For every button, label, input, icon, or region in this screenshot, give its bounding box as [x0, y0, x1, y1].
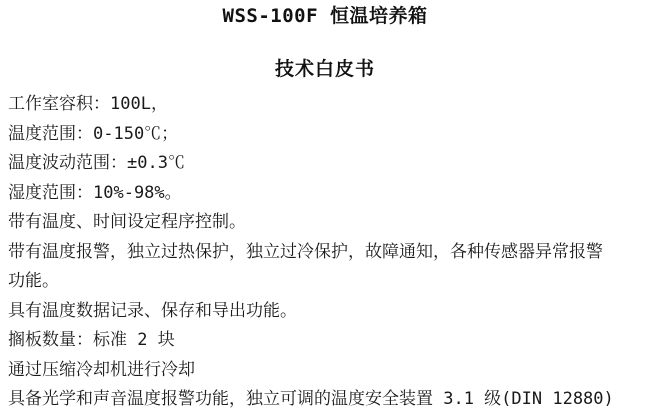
- feature-line-safety-device: 具备光学和声音温度报警功能，独立可调的温度安全装置 3.1 级(DIN 12880): [8, 389, 614, 409]
- feature-line-data-logging: 具有温度数据记录、保存和导出功能。: [8, 300, 297, 321]
- spec-line-temperature-fluctuation: 温度波动范围：±0.3℃: [8, 153, 185, 173]
- document-body: [8, 90, 642, 415]
- spec-line-humidity-range: 湿度范围：10%-98%。: [8, 182, 182, 203]
- spec-line-shelf-count: 搁板数量：标准 2 块: [8, 330, 175, 350]
- spec-line-temperature-range: 温度范围：0-150℃；: [8, 123, 179, 144]
- spec-line-chamber-volume: 工作室容积：100L，: [8, 94, 168, 114]
- document-title: WSS-100F 恒温培养箱: [222, 5, 428, 27]
- document-page: [0, 5, 649, 419]
- document-subtitle: 技术白皮书: [274, 58, 375, 80]
- feature-line-program-control: 带有温度、时间设定程序控制。: [8, 212, 246, 232]
- feature-line-alarm-protection: 带有温度报警，独立过热保护，独立过冷保护，故障通知，各种传感器异常报警功能。: [8, 241, 603, 291]
- feature-line-compressor-cooling: 通过压缩冷却机进行冷却: [8, 359, 195, 380]
